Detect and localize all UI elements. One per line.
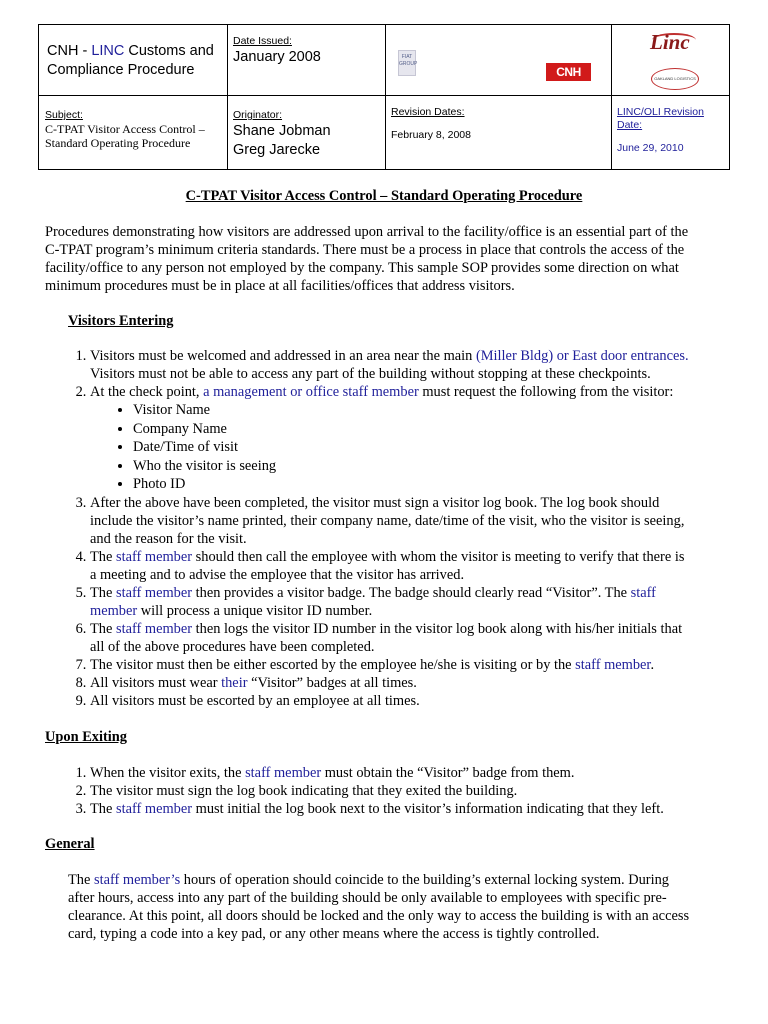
list-item: • Photo ID bbox=[133, 475, 727, 494]
upon-exiting-list bbox=[45, 764, 727, 818]
list-item: 1. When the visitor exits, the staff member must obtain the “Visitor” badge from them. bbox=[90, 764, 727, 782]
list-item: • Who the visitor is seeing bbox=[133, 457, 727, 476]
list-item: 8. All visitors must wear their “Visitor” badges at all times. bbox=[90, 674, 727, 692]
list-item: • Date/Time of visit bbox=[133, 438, 727, 457]
fiat-group-logo: FIAT GROUP bbox=[398, 50, 416, 76]
company-title: CNH - LINC Customs and Compliance Procedure bbox=[47, 43, 214, 78]
list-item: 2. At the check point, a management or office staff member must request the following from the visitor: • Visitor Name • Company Name • Date/Time of visit • Who the visitor is seeing • Photo ID bbox=[90, 383, 727, 494]
linc-logo: Linc bbox=[650, 30, 690, 54]
list-item: 3. After the above have been completed, the visitor must sign a visitor log book. The log book should include the visitor’s name printed, their company name, date/time of the visit, who the visitor is seeing, and the reason for the visit. bbox=[90, 494, 727, 548]
list-item: 4. The staff member should then call the employee with whom the visitor is meeting to verify that there is a meeting and to advise the employee that the visitor has arrived. bbox=[90, 548, 727, 584]
oakland-logistics-logo: OAKLAND LOGISTICS bbox=[651, 68, 699, 90]
document-title: C-TPAT Visitor Access Control – Standard Operating Procedure bbox=[185, 188, 583, 204]
originator: Originator: Shane Jobman Greg Jarecke bbox=[233, 109, 331, 158]
list-item: 7. The visitor must then be either escorted by the employee he/she is visiting or by the staff member. bbox=[90, 656, 727, 674]
intro-paragraph: Procedures demonstrating how visitors are addressed upon arrival to the facility/office is an essential part of the C-TPAT program’s minimum criteria standards. There must be a process in place that controls the access of the facility/office to any person not employed by the company. This sample SOP provides some direction on what minimum procedures must be in place at all facilities/offices that address visitors. bbox=[45, 224, 689, 294]
visitors-entering-list bbox=[45, 347, 727, 710]
linc-revision-date: LINC/OLI Revision Date: June 29, 2010 bbox=[617, 106, 704, 154]
subject: Subject: C-TPAT Visitor Access Control – Standard Operating Procedure bbox=[45, 109, 205, 150]
list-item: 9. All visitors must be escorted by an employee at all times. bbox=[90, 692, 727, 710]
upon-exiting-heading: Upon Exiting bbox=[45, 729, 127, 745]
date-issued: Date Issued: January 2008 bbox=[233, 35, 321, 65]
list-item: 6. The staff member then logs the visitor ID number in the visitor log book along with his/her initials that all of the above procedures have been completed. bbox=[90, 620, 727, 656]
general-heading: General bbox=[45, 836, 95, 852]
list-item: • Visitor Name bbox=[133, 401, 727, 420]
visitors-entering-heading: Visitors Entering bbox=[68, 313, 174, 329]
list-item: 3. The staff member must initial the log book next to the visitor’s information indicating that they left. bbox=[90, 800, 727, 818]
list-item: 5. The staff member then provides a visitor badge. The badge should clearly read “Visitor”. The staff member will process a unique visitor ID number. bbox=[90, 584, 727, 620]
revision-dates: Revision Dates: February 8, 2008 bbox=[391, 106, 471, 141]
header-table bbox=[38, 24, 730, 170]
cnh-logo: CNH bbox=[546, 63, 591, 81]
list-item: 2. The visitor must sign the log book indicating that they exited the building. bbox=[90, 782, 727, 800]
list-item: 1. Visitors must be welcomed and addressed in an area near the main (Miller Bldg) or East door entrances. Visitors must not be able to access any part of the building without stopping at these checkpoints. bbox=[90, 347, 727, 383]
list-item: • Company Name bbox=[133, 420, 727, 439]
general-paragraph: The staff member’s hours of operation should coincide to the building’s external locking system. During after hours, access into any part of the building should be only available to employees with specific pre- clearance. At this point, all doors should be locked and the only way to access the building is with an access card, typing a code into a key pad, or any other means where the access is tightly controlled. bbox=[68, 872, 690, 942]
